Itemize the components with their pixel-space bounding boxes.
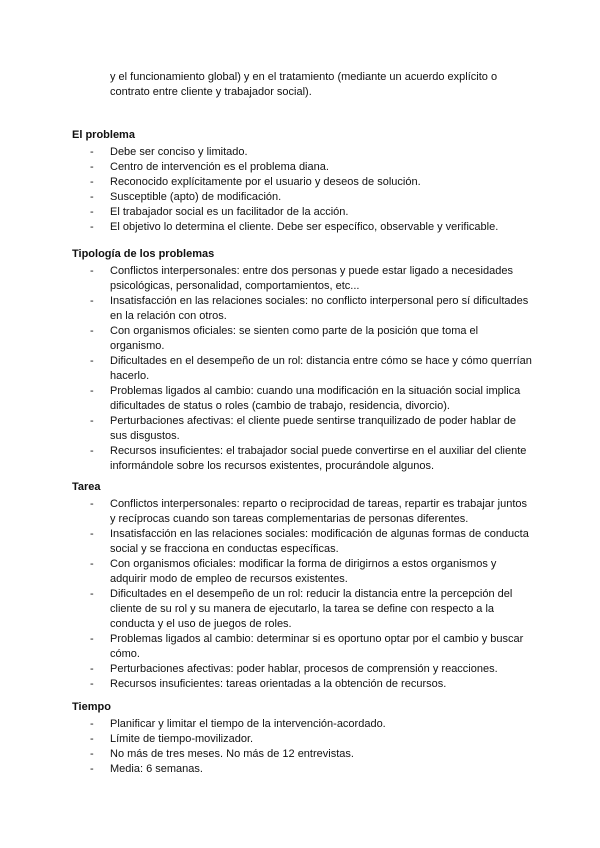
dash-bullet: - <box>90 415 94 427</box>
section-tipologia-problemas <box>72 247 532 474</box>
list-item: - Centro de intervención es el problema diana. <box>90 161 329 173</box>
bullet-list <box>72 264 532 474</box>
list-item: - Con organismos oficiales: se sienten como parte de la posición que toma el organismo. <box>90 325 479 352</box>
dash-bullet: - <box>90 191 94 203</box>
dash-bullet: - <box>90 161 94 173</box>
section-heading: Tarea <box>72 481 101 493</box>
dash-bullet: - <box>90 763 94 775</box>
dash-bullet: - <box>90 528 94 540</box>
list-item: - Dificultades en el desempeño de un rol: distancia entre cómo se hace y cómo querrían hacerlo. <box>90 355 532 382</box>
list-item: - Debe ser conciso y limitado. <box>90 146 248 158</box>
dash-bullet: - <box>90 498 94 510</box>
section-tarea <box>72 480 532 692</box>
list-item: - Susceptible (apto) de modificación. <box>90 191 282 203</box>
list-item: - Con organismos oficiales: modificar la forma de dirigirnos a estos organismos y adquirir modo de empleo de recursos existentes. <box>90 558 497 585</box>
dash-bullet: - <box>90 206 94 218</box>
dash-bullet: - <box>90 295 94 307</box>
list-item: - Problemas ligados al cambio: determinar si es oportuno optar por el cambio y buscar cómo. <box>90 633 524 660</box>
section-tiempo <box>72 700 532 777</box>
dash-bullet: - <box>90 221 94 233</box>
list-item: - Recursos insuficientes: el trabajador social puede convertirse en el auxiliar del cliente informándole sobre los recursos existentes, procurándole algunos. <box>90 445 527 472</box>
section-heading: Tiempo <box>72 701 111 713</box>
list-item: - Perturbaciones afectivas: el cliente puede sentirse tranquilizado de poder hablar de sus disgustos. <box>90 415 517 442</box>
list-item: - Problemas ligados al cambio: cuando una modificación en la situación social implica dificultades de status o roles (cambio de trabajo, residencia, divorcio). <box>90 385 521 412</box>
list-item: - Límite de tiempo-movilizador. <box>90 733 254 745</box>
intro-line: contrato entre cliente y trabajador social). <box>110 86 312 98</box>
dash-bullet: - <box>90 355 94 367</box>
dash-bullet: - <box>90 146 94 158</box>
dash-bullet: - <box>90 325 94 337</box>
intro-line: y el funcionamiento global) y en el tratamiento (mediante un acuerdo explícito o <box>110 71 498 83</box>
dash-bullet: - <box>90 265 94 277</box>
dash-bullet: - <box>90 718 94 730</box>
list-item: - Conflictos interpersonales: entre dos personas y puede estar ligado a necesidades psicológicas, personalidad, comportamientos, etc... <box>90 265 513 292</box>
section-heading: Tipología de los problemas <box>72 248 215 260</box>
bullet-list <box>72 145 532 235</box>
dash-bullet: - <box>90 445 94 457</box>
list-item: - Dificultades en el desempeño de un rol: reducir la distancia entre la percepción del cliente de su rol y su manera de ejecutarlo, la tarea se define con respecto a la conducta y el uso de juegos de roles. <box>90 588 513 630</box>
section-heading: El problema <box>72 129 135 141</box>
dash-bullet: - <box>90 176 94 188</box>
intro-paragraph <box>110 70 530 100</box>
dash-bullet: - <box>90 748 94 760</box>
dash-bullet: - <box>90 633 94 645</box>
list-item: - El trabajador social es un facilitador de la acción. <box>90 206 349 218</box>
dash-bullet: - <box>90 385 94 397</box>
section-el-problema <box>72 128 532 235</box>
list-item: - Insatisfacción en las relaciones sociales: no conflicto interpersonal pero sí dificultades en la relación con otros. <box>90 295 529 322</box>
bullet-list <box>72 497 532 692</box>
dash-bullet: - <box>90 678 94 690</box>
list-item: - Media: 6 semanas. <box>90 763 203 775</box>
dash-bullet: - <box>90 663 94 675</box>
list-item: - Conflictos interpersonales: reparto o reciprocidad de tareas, repartir es trabajar juntos y recíprocas cuando son tareas complementarias de personas diferentes. <box>90 498 527 525</box>
dash-bullet: - <box>90 588 94 600</box>
dash-bullet: - <box>90 558 94 570</box>
bullet-list <box>72 717 532 777</box>
list-item: - Insatisfacción en las relaciones sociales: modificación de algunas formas de conducta social y se fracciona en conductas específicas. <box>90 528 529 555</box>
list-item: - Planificar y limitar el tiempo de la intervención-acordado. <box>90 718 386 730</box>
list-item: - No más de tres meses. No más de 12 entrevistas. <box>90 748 354 760</box>
list-item: - Recursos insuficientes: tareas orientadas a la obtención de recursos. <box>90 678 447 690</box>
list-item: - El objetivo lo determina el cliente. Debe ser específico, observable y verificable. <box>90 221 499 233</box>
list-item: - Reconocido explícitamente por el usuario y deseos de solución. <box>90 176 421 188</box>
dash-bullet: - <box>90 733 94 745</box>
list-item: - Perturbaciones afectivas: poder hablar, procesos de comprensión y reacciones. <box>90 663 498 675</box>
